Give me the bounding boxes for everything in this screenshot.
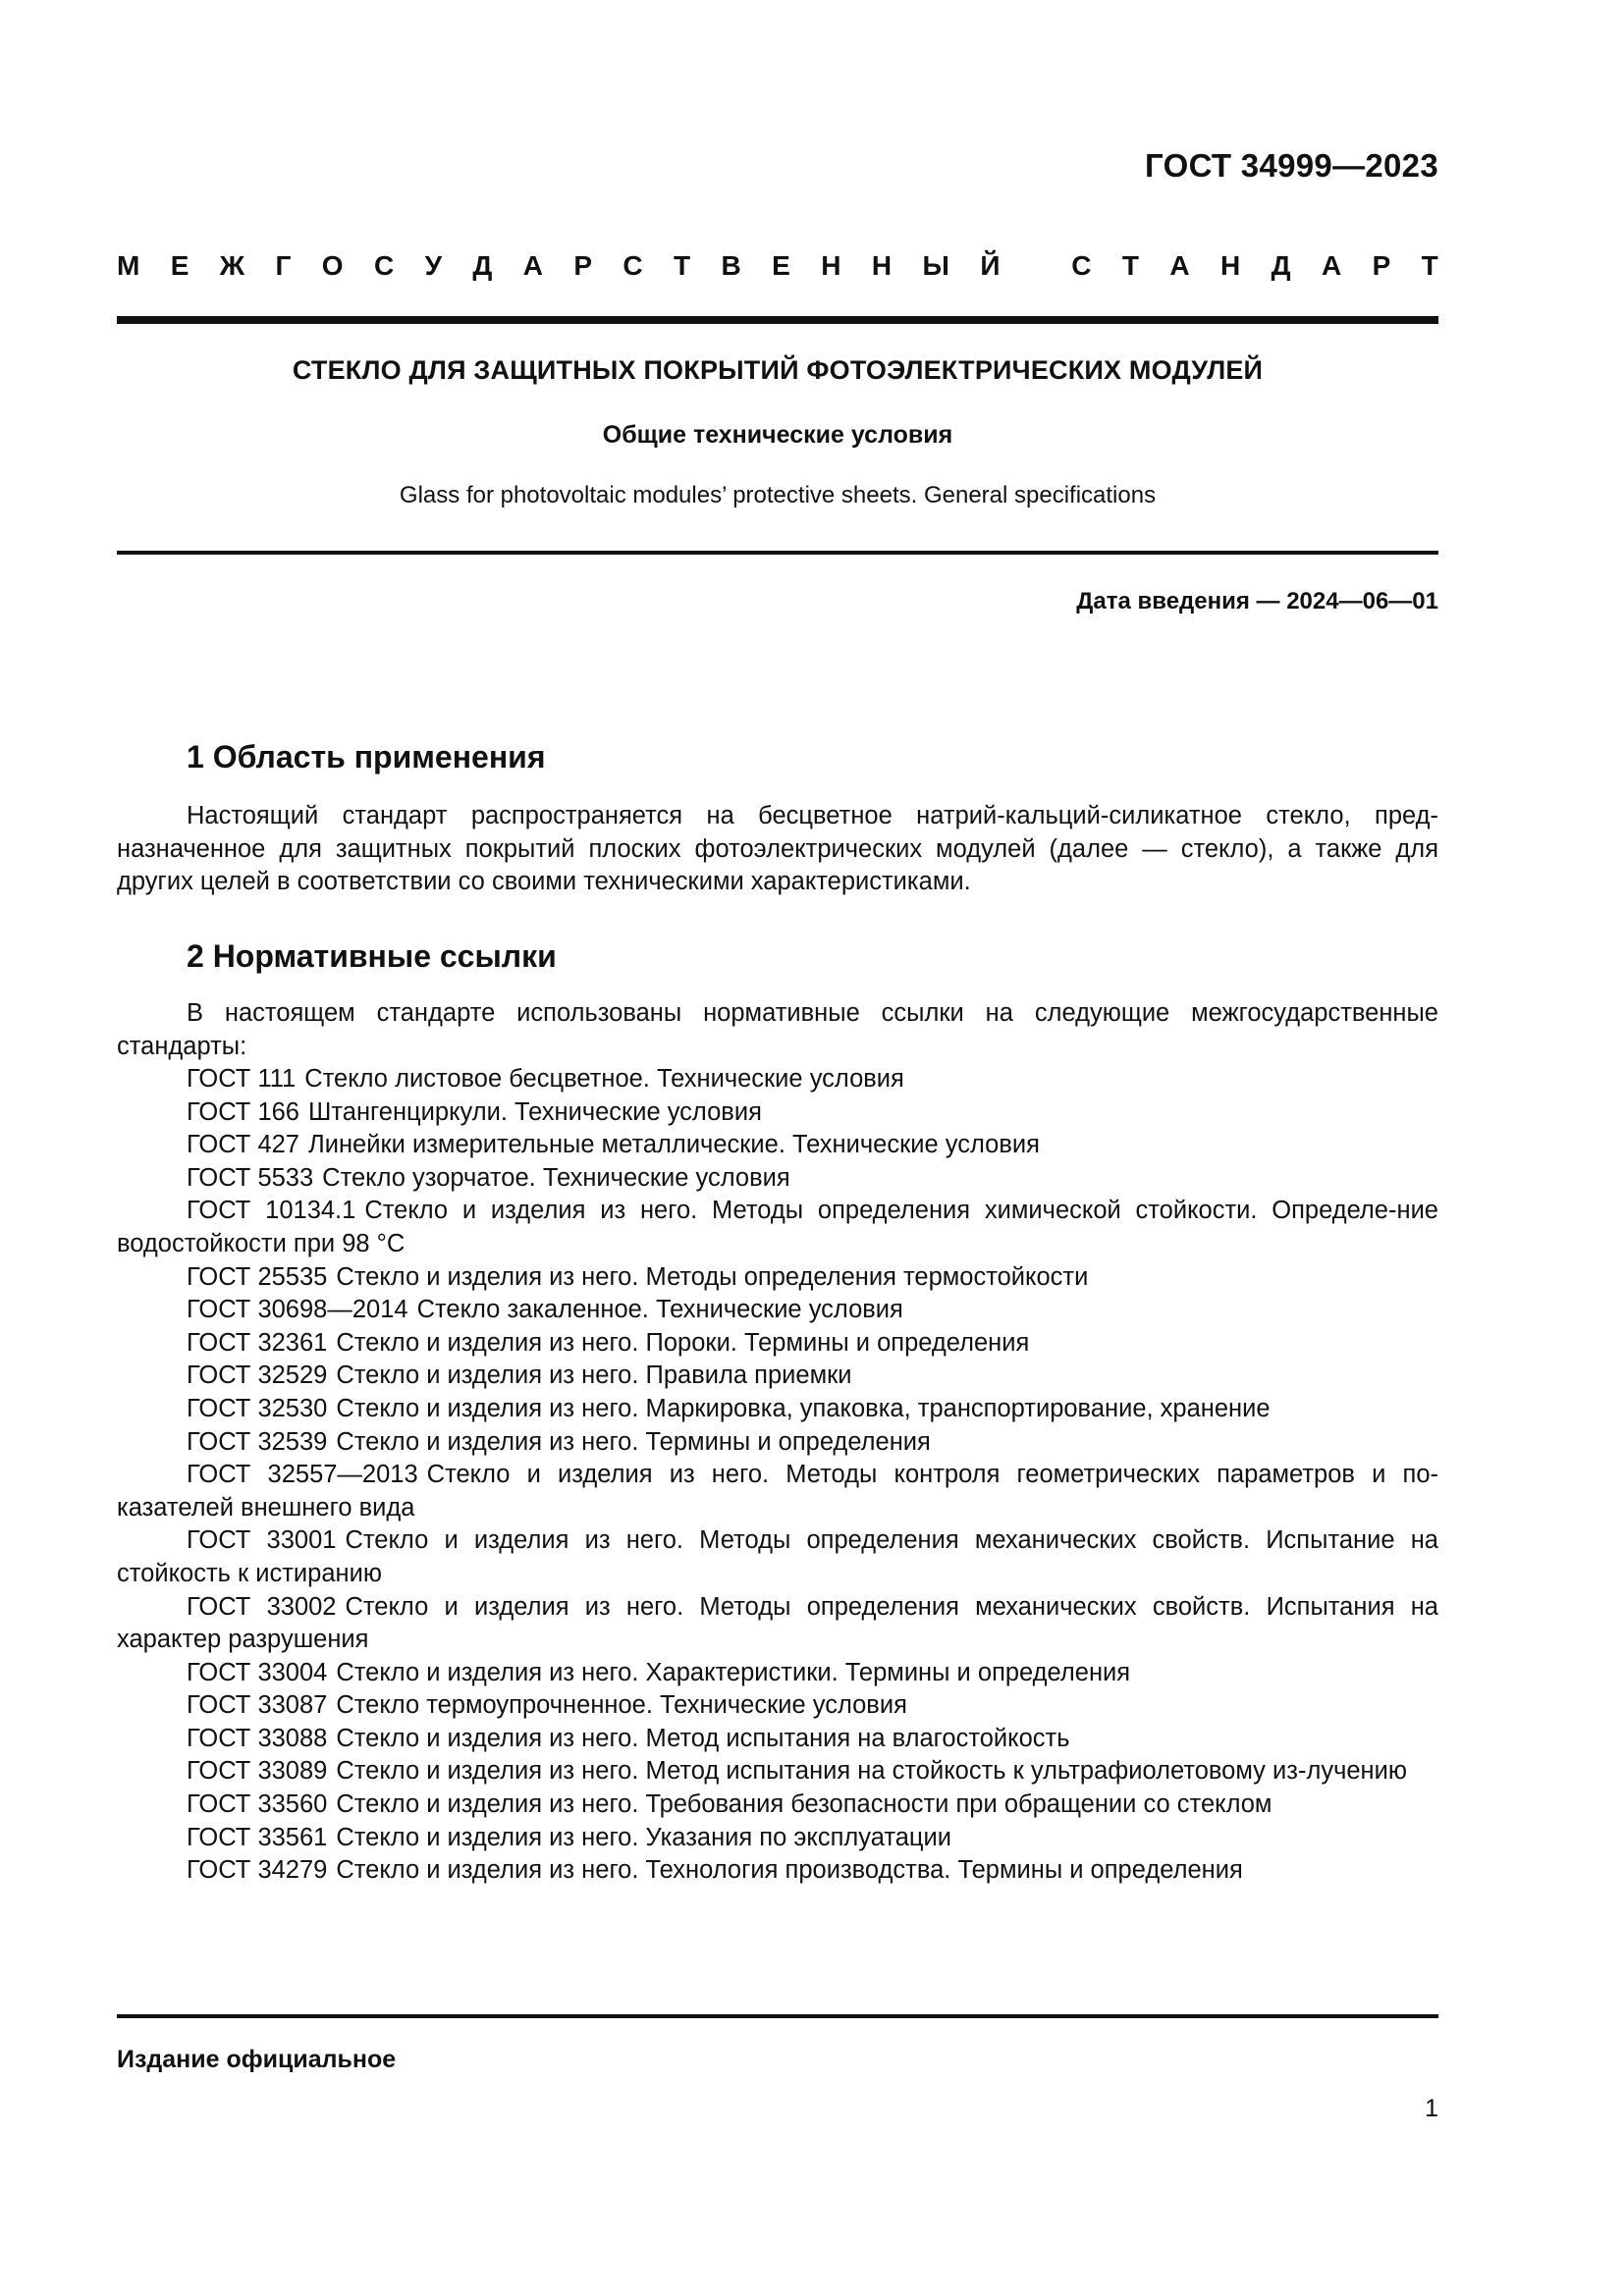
banner-letter: С (1071, 250, 1092, 281)
banner-letter: Н (1219, 250, 1241, 281)
banner-letter: Т (1421, 250, 1438, 281)
reference-code: ГОСТ 30698—2014 (187, 1296, 408, 1324)
reference-title: Стекло и изделия из него. Методы определения термостойкости (336, 1262, 1089, 1291)
banner-letter: Д (1271, 250, 1291, 281)
reference-code: ГОСТ 427 (187, 1131, 299, 1159)
banner-letter: Р (573, 250, 593, 281)
reference-title: Стекло и изделия из него. Методы определения химической стойкости. Определе-ние водостойкости при 98 °С (117, 1197, 1438, 1257)
banner-letter: Т (674, 250, 691, 281)
reference-code: ГОСТ 166 (187, 1097, 299, 1126)
reference-title: Стекло и изделия из него. Методы контроля геометрических параметров и по-казателей внешнего вида (117, 1461, 1439, 1522)
normative-references-list (117, 1063, 1438, 1888)
banner-letter: С (373, 250, 395, 281)
reference-title: Стекло и изделия из него. Методы определения механических свойств. Испытания на характер разрушения (117, 1592, 1438, 1654)
reference-title: Стекло и изделия из него. Требования безопасности при обращении со стеклом (336, 1790, 1272, 1819)
reference-code: ГОСТ 33089 (187, 1757, 328, 1786)
reference-item (117, 1426, 1438, 1460)
banner-letter: А (1169, 250, 1190, 281)
reference-item (117, 1723, 1438, 1756)
reference-code: ГОСТ 33001 (187, 1526, 337, 1555)
reference-item (117, 1327, 1438, 1361)
reference-title: Стекло и изделия из него. Термины и определения (336, 1427, 931, 1456)
reference-code: ГОСТ 10134.1 (187, 1197, 356, 1225)
reference-title: Стекло и изделия из него. Метод испытания на стойкость к ультрафиолетовому из-лучению (336, 1757, 1407, 1786)
reference-item (117, 1360, 1438, 1393)
reference-code: ГОСТ 32530 (187, 1394, 328, 1422)
banner-letter: А (522, 250, 543, 281)
reference-title: Стекло и изделия из него. Методы определения механических свойств. Испытание на стойкость к истиранию (117, 1526, 1438, 1587)
document-title: СТЕКЛО ДЛЯ ЗАЩИТНЫХ ПОКРЫТИЙ ФОТОЭЛЕКТРИЧЕСКИХ МОДУЛЕЙ (292, 355, 1264, 385)
banner-letter: А (1321, 250, 1342, 281)
reference-code: ГОСТ 33004 (187, 1658, 328, 1686)
reference-item (117, 1261, 1438, 1295)
interstate-standard-banner (117, 250, 1438, 282)
reference-title: Стекло и изделия из него. Технология производства. Термины и определения (336, 1856, 1243, 1885)
reference-code: ГОСТ 32557—2013 (187, 1461, 418, 1489)
reference-item (117, 1755, 1438, 1789)
banner-letter: Й (980, 250, 1001, 281)
banner-letter: Ы (922, 250, 949, 281)
reference-item (117, 1393, 1438, 1426)
reference-code: ГОСТ 32539 (187, 1427, 328, 1456)
scope-paragraph: Настоящий стандарт распространяется на бесцветное натрий-кальций-силикатное стекло, пред-назначенное для защитных покрытий плоских фотоэлектрических модулей (далее — стекло), а также для других целей в соответствии со своими техническими характеристиками. (117, 802, 1438, 895)
reference-title: Штангенциркули. Технические условия (308, 1097, 762, 1126)
banner-letter: Е (772, 250, 790, 281)
reference-item (117, 1195, 1438, 1260)
banner-letter: Е (170, 250, 189, 281)
reference-title: Стекло и изделия из него. Характеристики. Термины и определения (336, 1658, 1131, 1686)
banner-letter: Н (871, 250, 893, 281)
reference-code: ГОСТ 32361 (187, 1328, 328, 1357)
reference-item (117, 1063, 1438, 1096)
footer-divider (117, 2014, 1438, 2018)
banner-letter: У (424, 250, 442, 281)
reference-title: Стекло закаленное. Технические условия (416, 1296, 903, 1324)
normative-refs-intro: В настоящем стандарте использованы нормативные ссылки на следующие межгосударственные стандарты: (117, 999, 1438, 1060)
reference-title: Стекло листовое бесцветное. Технические условия (304, 1065, 904, 1093)
document-subtitle: Общие технические условия (602, 421, 953, 449)
banner-letter: М (117, 250, 140, 281)
reference-item (117, 1162, 1438, 1196)
reference-item (117, 1789, 1438, 1822)
banner-letter: В (721, 250, 741, 281)
reference-code: ГОСТ 5533 (187, 1163, 314, 1192)
reference-item (117, 1129, 1438, 1162)
reference-title: Линейки измерительные металлические. Технические условия (308, 1131, 1040, 1159)
reference-item (117, 1294, 1438, 1327)
reference-title: Стекло и изделия из него. Пороки. Термины и определения (336, 1328, 1030, 1357)
reference-code: ГОСТ 111 (187, 1065, 297, 1093)
reference-code: ГОСТ 33560 (187, 1790, 328, 1819)
introduction-date: Дата введения — 2024—06—01 (1076, 588, 1438, 614)
official-edition-label: Издание официальное (117, 2046, 397, 2073)
banner-letter: С (623, 250, 643, 281)
reference-code: ГОСТ 33088 (187, 1724, 328, 1752)
reference-item (117, 1689, 1438, 1723)
reference-item (117, 1524, 1438, 1590)
banner-word-gap (1031, 250, 1041, 282)
reference-item (117, 1591, 1438, 1657)
section-2-heading: 2 Нормативные ссылки (187, 938, 557, 974)
page-number: 1 (1425, 2095, 1438, 2122)
banner-letter: Д (472, 250, 493, 281)
title-divider (117, 551, 1438, 555)
reference-title: Стекло и изделия из него. Правила приемки (336, 1362, 852, 1390)
banner-letter: Р (1372, 250, 1391, 281)
reference-item (117, 1822, 1438, 1855)
reference-title: Стекло и изделия из него. Метод испытания на влагостойкость (336, 1724, 1070, 1752)
english-title: Glass for photovoltaic modules’ protective sheets. General specifications (399, 482, 1157, 508)
banner-letter: О (321, 250, 344, 281)
reference-code: ГОСТ 33561 (187, 1823, 328, 1851)
reference-item (117, 1854, 1438, 1888)
reference-item (117, 1459, 1438, 1524)
banner-letter: Н (821, 250, 841, 281)
reference-title: Стекло термоупрочненное. Технические условия (336, 1691, 907, 1720)
reference-code: ГОСТ 32529 (187, 1362, 328, 1390)
reference-code: ГОСТ 33087 (187, 1691, 328, 1720)
reference-item (117, 1657, 1438, 1690)
reference-title: Стекло узорчатое. Технические условия (322, 1163, 790, 1192)
banner-letter: Ж (219, 250, 245, 281)
reference-title: Стекло и изделия из него. Указания по эксплуатации (336, 1823, 952, 1851)
reference-code: ГОСТ 25535 (187, 1262, 328, 1291)
reference-title: Стекло и изделия из него. Маркировка, упаковка, транспортирование, хранение (336, 1394, 1271, 1422)
standard-number: ГОСТ 34999—2023 (1145, 147, 1438, 184)
banner-letter: Т (1121, 250, 1139, 281)
banner-letter: Г (275, 250, 292, 281)
reference-code: ГОСТ 33002 (187, 1592, 337, 1621)
section-1-heading: 1 Область применения (187, 739, 546, 774)
header-divider-thick (117, 316, 1438, 324)
reference-code: ГОСТ 34279 (187, 1856, 328, 1885)
reference-item (117, 1096, 1438, 1130)
